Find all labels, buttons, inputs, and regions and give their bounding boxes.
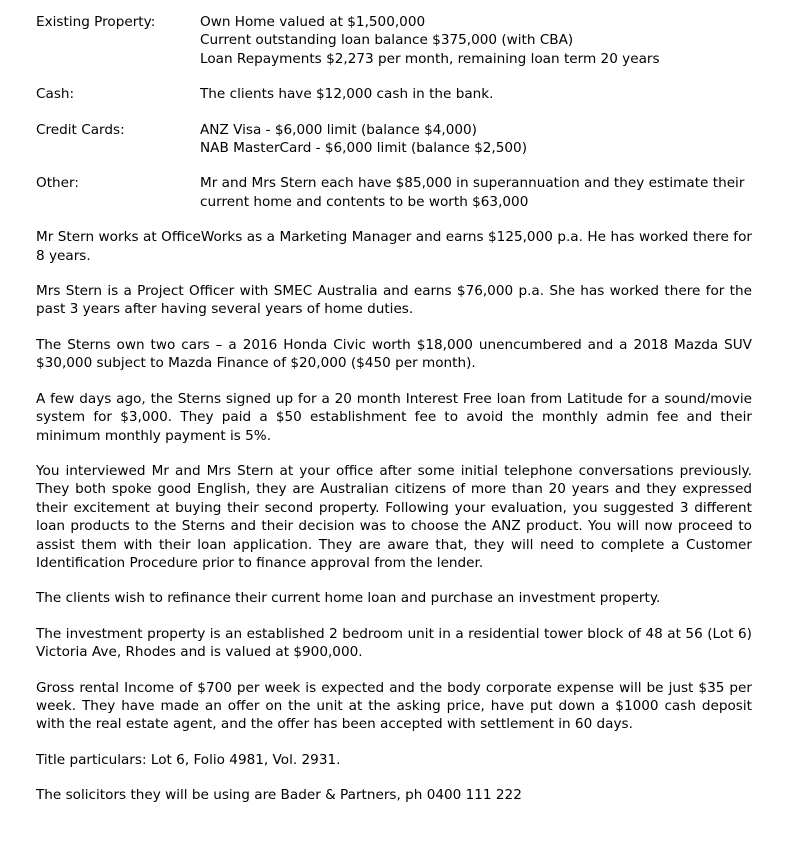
paragraph-cars: The Sterns own two cars – a 2016 Honda Civic worth $18,000 unencumbered and a 2018 Mazda SUV $30,000 subject to Mazda Finance of $20,000 ($450 per month). (36, 336, 752, 372)
document-body (36, 13, 752, 822)
fact-existing-property (36, 13, 752, 68)
paragraph-rental-income: Gross rental Income of $700 per week is expected and the body corporate expense will be just $35 per week. They have made an offer on the unit at the asking price, have put down a $1000 cash deposit with the real estate agent, and the offer has been accepted with settlement in 60 days. (36, 679, 752, 733)
fact-values (200, 174, 752, 211)
fact-line: Mr and Mrs Stern each have $85,000 in superannuation and they estimate their current home and contents to be worth $63,000 (200, 175, 745, 210)
fact-values (200, 85, 752, 103)
fact-label: Other: (36, 175, 79, 192)
paragraph-mrs-stern-employment: Mrs Stern is a Project Officer with SMEC Australia and earns $76,000 p.a. She has worked there for the past 3 years after having several years of home duties. (36, 283, 752, 318)
fact-cash (36, 85, 752, 103)
fact-line: Current outstanding loan balance $375,000 (with CBA) (200, 32, 574, 49)
fact-label: Cash: (36, 86, 75, 103)
paragraph-interview: You interviewed Mr and Mrs Stern at your office after some initial telephone conversations previously. They both spoke good English, they are Australian citizens of more than 20 years and they expressed their excitement at buying their second property. Following your evaluation, you suggested 3 different loan products to the Sterns and their decision was to choose the ANZ product. You will now proceed to assist them with their loan application. They are aware that, they will need to complete a Customer Identification Procedure prior to finance approval from the lender. (36, 462, 752, 571)
fact-line: Loan Repayments $2,273 per month, remaining loan term 20 years (200, 50, 660, 67)
fact-label: Existing Property: (36, 14, 156, 30)
fact-label: Credit Cards: (36, 121, 125, 138)
fact-credit-cards (36, 121, 752, 158)
paragraph-investment-property: The investment property is an established 2 bedroom unit in a residential tower block of 48 at 56 (Lot 6) Victoria Ave, Rhodes and is valued at $900,000. (36, 625, 752, 661)
fact-other (36, 174, 752, 211)
fact-values (200, 121, 752, 158)
paragraph-refinance-goal: The clients wish to refinance their current home loan and purchase an investment property. (36, 590, 661, 607)
fact-line: ANZ Visa - $6,000 limit (balance $4,000) (200, 121, 477, 138)
paragraph-title-particulars: Title particulars: Lot 6, Folio 4981, Vol. 2931. (36, 751, 341, 768)
paragraph-solicitors: The solicitors they will be using are Bader & Partners, ph 0400 111 222 (36, 787, 522, 804)
fact-line: Own Home valued at $1,500,000 (200, 14, 426, 30)
fact-line: NAB MasterCard - $6,000 limit (balance $2,500) (200, 140, 528, 157)
fact-line: The clients have $12,000 cash in the bank. (200, 86, 494, 103)
paragraph-mr-stern-employment: Mr Stern works at OfficeWorks as a Marketing Manager and earns $125,000 p.a. He has worked there for 8 years. (36, 229, 752, 264)
paragraph-interest-free-loan: A few days ago, the Sterns signed up for a 20 month Interest Free loan from Latitude for a sound/movie system for $3,000. They paid a $50 establishment fee to avoid the monthly admin fee and their minimum monthly payment is 5%. (36, 390, 752, 444)
fact-values (200, 13, 752, 68)
